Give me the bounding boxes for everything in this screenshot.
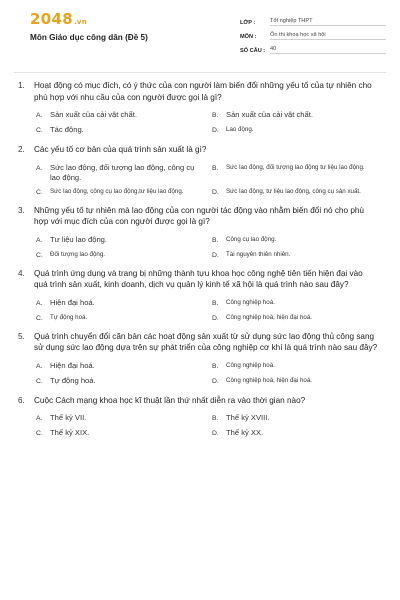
option-a[interactable] [36,413,206,424]
option-letter: C. [36,377,43,385]
option-text: Hiện đại hoá. [50,360,95,370]
option-letter: C. [36,314,43,322]
options [36,298,386,323]
option-letter: A. [36,164,43,172]
option-b[interactable] [212,361,382,372]
option-b[interactable] [212,163,382,183]
question-5 [14,331,386,387]
option-letter: D. [212,188,219,196]
option-text: Sức lao động, đối tượng lao động tư liệu lao động. [226,163,365,171]
option-text: Sức lao động, công cụ lao động,tư liệu lao động. [50,187,184,195]
question-list [14,80,386,447]
option-text: Tự động hoá. [50,375,96,385]
exam-meta [240,12,386,54]
option-d[interactable] [212,376,382,387]
meta-value: Ôn thi khoa học xã hội [270,32,386,40]
option-letter: D. [212,314,219,322]
option-text: Sức lao động, tư liệu lao động, công cụ sản xuất. [226,187,361,195]
option-letter: D. [212,251,219,259]
option-letter: A. [36,415,43,422]
option-letter: C. [36,188,43,196]
meta-value: Tốt nghiệp THPT [270,18,386,26]
logo-suffix: .vn [73,18,88,26]
meta-class [240,12,386,26]
option-a[interactable] [36,110,206,121]
question-3 [14,205,386,260]
question-number: 5. [18,331,25,341]
option-a[interactable] [36,235,206,246]
option-a[interactable] [36,298,206,309]
option-text: Hiện đại hoá. [50,297,95,307]
option-c[interactable] [36,313,206,323]
option-text: Công cụ lao động. [226,235,277,243]
option-text: Tác động. [50,125,84,134]
option-c[interactable] [36,428,206,439]
option-letter: C. [36,251,43,259]
option-text: Công nghiệp hoá, hiện đại hoá. [226,313,313,321]
option-text: Thế kỷ VII. [50,413,87,422]
options [36,110,386,136]
option-letter: B. [212,236,219,244]
question-1 [14,80,386,136]
option-c[interactable] [36,187,206,197]
option-text: Công nghiệp hoá. [226,298,275,306]
option-letter: C. [36,430,43,437]
logo-main: 2048 [30,10,73,28]
option-a[interactable] [36,163,206,183]
option-d[interactable] [212,125,382,136]
option-c[interactable] [36,376,206,387]
option-letter: B. [212,112,219,119]
option-letter: A. [36,299,43,307]
option-letter: B. [212,164,219,172]
option-text: Sức lao động, đối tượng lao động, công cụ lao động. [50,162,195,182]
option-d[interactable] [212,313,382,323]
option-text: Tài nguyên thiên nhiên. [226,250,291,258]
question-text: Hoạt động có mục đích, có ý thức của con người làm biến đổi những yếu tố của tự nhiên cho phù hợp với nhu cầu của con người được gọi là gì? [34,81,372,102]
question-text: Quá trình chuyển đổi căn bản các hoạt động sản xuất từ sử dụng sức lao động thủ công sang sử dụng sức lao động dựa trên sự phát triển của công nghiệp cơ khí là quá trình nào sau đây? [34,331,378,352]
question-number: 3. [18,205,25,215]
option-letter: D. [212,430,219,437]
option-text: Tự động hoá. [50,313,88,321]
question-4 [14,268,386,323]
option-letter: A. [36,112,43,119]
option-letter: B. [212,362,219,370]
option-text: Công nghiệp hoá. [226,361,275,369]
option-letter: B. [212,415,219,422]
question-text: Các yếu tố cơ bản của quá trình sản xuất là gì? [34,145,207,154]
option-b[interactable] [212,413,382,424]
option-letter: A. [36,236,43,244]
meta-label: LỚP : [240,20,256,26]
option-d[interactable] [212,250,382,260]
option-d[interactable] [212,187,382,197]
option-text: Sản xuất của cải vật chất. [226,110,313,119]
question-number: 6. [18,395,25,405]
option-text: Thế kỷ XVIII. [226,413,270,422]
meta-subject [240,26,386,40]
option-text: Thế kỷ XIX. [50,428,90,437]
meta-value: 40 [270,46,386,54]
option-text: Lao động. [226,126,254,133]
option-letter: A. [36,362,43,370]
question-number: 1. [18,81,25,90]
options [36,235,386,260]
options [36,413,386,439]
option-text: Tư liệu lao động. [50,234,108,244]
meta-label: SỐ CÂU : [240,48,266,54]
exam-title: Môn Giáo dục công dân (Đề 5) [30,33,148,42]
option-b[interactable] [212,298,382,309]
options [36,361,386,387]
option-text: Thế kỷ XX. [226,428,264,437]
option-b[interactable] [212,110,382,121]
option-letter: D. [212,127,219,134]
question-number: 4. [18,268,25,278]
option-text: Sản xuất của cải vật chất. [50,110,137,119]
option-a[interactable] [36,361,206,372]
option-c[interactable] [36,125,206,136]
option-letter: B. [212,299,219,307]
meta-label: MÔN : [240,34,257,40]
site-logo[interactable] [30,10,87,28]
option-d[interactable] [212,428,382,439]
question-2 [14,144,386,197]
option-text: Đối tượng lao động. [50,250,105,258]
header-divider [14,72,386,73]
question-6 [14,395,386,440]
question-text: Cuộc Cách mạng khoa học kĩ thuật lần thứ nhất diễn ra vào thời gian nào? [34,395,306,405]
option-text: Công nghiệp hoá, hiện đại hoá. [226,376,313,384]
question-number: 2. [18,145,25,154]
option-b[interactable] [212,235,382,246]
option-letter: C. [36,127,43,134]
question-text: Những yếu tố tự nhiên mà lao động của con người tác động vào nhằm biến đổi nó cho phù hợp với mục đích của con người được gọi là gì? [34,205,364,226]
option-c[interactable] [36,250,206,260]
question-text: Quá trình ứng dụng và trang bị những thành tựu khoa học công nghệ tiên tiến hiện đại vào quá trình sản xuất, kinh doanh, dịch vụ quản lý kinh tế xã hội là quá trình nào sau đây? [34,268,363,289]
header [14,0,386,62]
meta-question-count [240,40,386,54]
options [36,163,386,197]
option-letter: D. [212,377,219,385]
